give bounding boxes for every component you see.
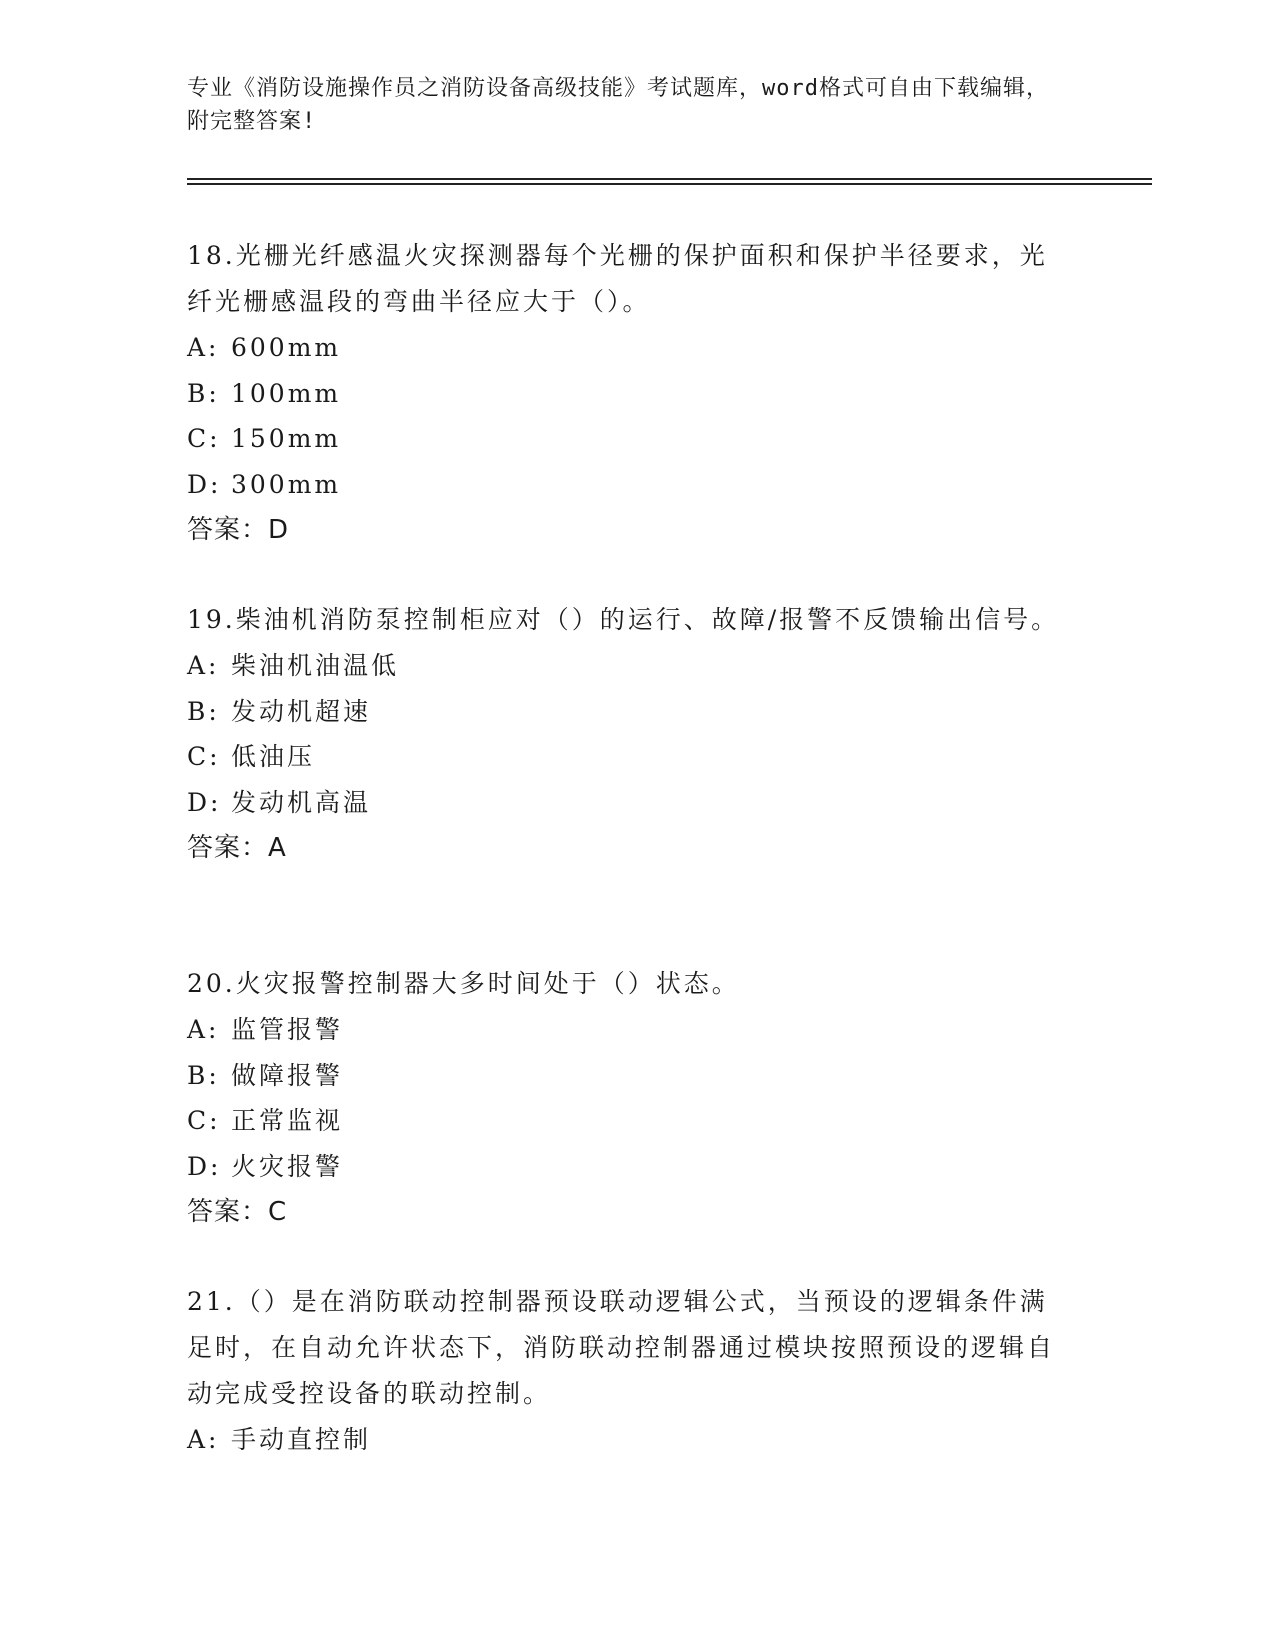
option-d: [187, 780, 1067, 826]
option-text: 300mm: [231, 469, 342, 499]
option-text: 做障报警: [231, 1060, 344, 1090]
option-letter: D:: [187, 469, 222, 499]
option-a: [187, 325, 1067, 371]
option-text: 100mm: [231, 378, 342, 408]
question-text: 19.柴油机消防泵控制柜应对（）的运行、故障/报警不反馈输出信号。: [187, 605, 1060, 634]
header-divider-bottom: [187, 183, 1152, 185]
option-text: 600mm: [231, 333, 342, 362]
option-text: 手动直控制: [231, 1425, 372, 1454]
option-letter: A:: [187, 1015, 220, 1044]
option-a: [187, 1007, 1067, 1053]
option-text: 火灾报警: [231, 1151, 344, 1181]
option-letter: B:: [187, 378, 220, 408]
option-letter: D:: [187, 787, 222, 817]
document-header: 专业《消防设施操作员之消防设备高级技能》考试题库，word格式可自由下载编辑，附完整答案!: [187, 76, 1049, 134]
option-letter: C:: [187, 742, 221, 771]
option-letter: A:: [187, 651, 220, 680]
option-letter: D:: [187, 1151, 222, 1181]
option-c: [187, 1098, 1067, 1144]
option-d: [187, 1144, 1067, 1190]
answer-line: 答案：D: [187, 515, 290, 545]
option-letter: A:: [187, 333, 220, 362]
option-letter: B:: [187, 1060, 220, 1090]
header-divider-top: [187, 178, 1152, 180]
option-text: 正常监视: [231, 1106, 344, 1135]
option-b: [187, 689, 1067, 735]
option-text: 发动机高温: [231, 787, 372, 817]
question-20: [187, 961, 1067, 1235]
option-a: [187, 1417, 1067, 1463]
answer-line: 答案：A: [187, 833, 287, 863]
option-text: 发动机超速: [231, 696, 372, 726]
option-c: [187, 734, 1067, 780]
answer-line: 答案：C: [187, 1197, 288, 1227]
option-a: [187, 643, 1067, 689]
option-b: [187, 1053, 1067, 1099]
question-18: [187, 233, 1067, 553]
option-c: [187, 416, 1067, 462]
option-text: 低油压: [231, 742, 316, 771]
question-21: [187, 1279, 1067, 1463]
question-text: 18.光栅光纤感温火灾探测器每个光栅的保护面积和保护半径要求，光纤光栅感温段的弯曲半径应大于（）。: [187, 241, 1048, 316]
question-text: 21.（）是在消防联动控制器预设联动逻辑公式，当预设的逻辑条件满足时，在自动允许状态下，消防联动控制器通过模块按照预设的逻辑自动完成受控设备的联动控制。: [187, 1287, 1056, 1408]
option-text: 柴油机油温低: [231, 651, 400, 680]
option-letter: A:: [187, 1425, 220, 1454]
option-text: 监管报警: [231, 1015, 344, 1044]
option-letter: C:: [187, 424, 221, 453]
option-letter: B:: [187, 696, 220, 726]
question-19: [187, 597, 1067, 871]
option-text: 150mm: [231, 424, 342, 453]
option-b: [187, 371, 1067, 417]
question-text: 20.火灾报警控制器大多时间处于（）状态。: [187, 969, 740, 998]
option-letter: C:: [187, 1106, 221, 1135]
option-d: [187, 462, 1067, 508]
